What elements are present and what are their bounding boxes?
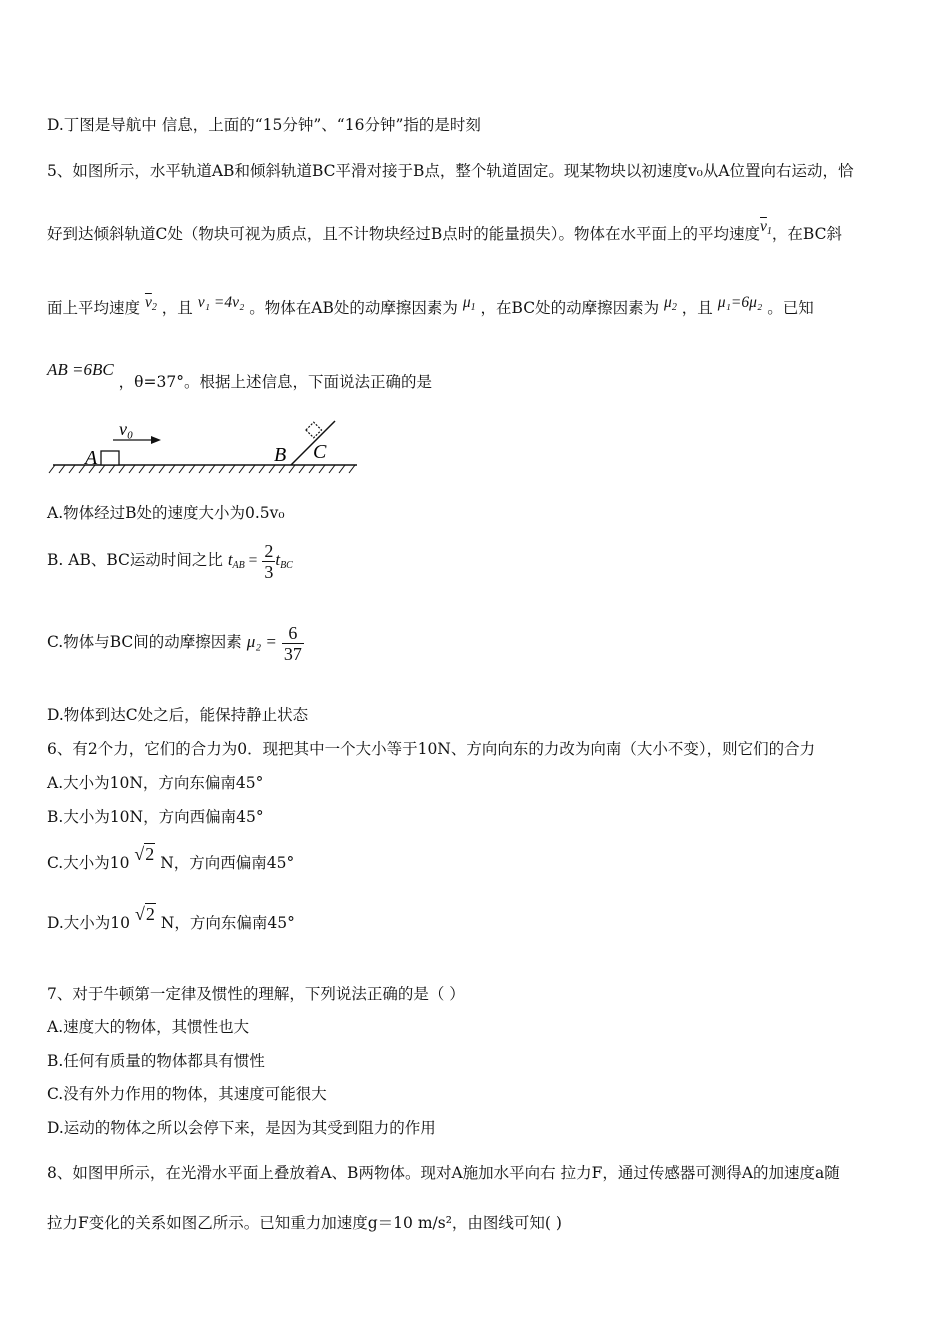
q5-option-a: A.物体经过B处的速度大小为0.5v₀ [47, 504, 285, 522]
q6-option-b: B.大小为10N，方向西偏南45° [47, 808, 264, 826]
q6-option-c: C.大小为10 √2 N，方向西偏南45° [47, 844, 295, 872]
sqrt-2: √2 [134, 844, 155, 864]
fraction-2-3: $\frac{2}{3}$ [264, 540, 274, 582]
label-v0: v₀ [119, 419, 134, 439]
q6-stem: 6、有2个力，它们的合力为0．现把其中一个大小等于10N、方向向东的力改为向南（大小不变），则它们的合力 [47, 740, 816, 758]
block-a [101, 451, 119, 465]
fraction-6-37: $\frac{6}{37}$ [283, 622, 302, 664]
q5-line-2: 好到达倾斜轨道C处（物块可视为质点，且不计物块经过B点时的能量损失）。物体在水平面上的平均速度$\overline{v}_1$，在BC斜 [47, 218, 842, 243]
sqrt-2: √2 [134, 904, 155, 924]
q5-figure [45, 415, 365, 480]
q5-line-1: 5、如图所示，水平轨道AB和倾斜轨道BC平滑对接于B点，整个轨道固定。现某物块以初速度v₀从A位置向右运动，恰 [47, 162, 854, 180]
label-a: A [85, 447, 98, 469]
line-d-option: D.丁图是导航中 信息，上面的“15分钟”、“16分钟”指的是时刻 [47, 116, 481, 134]
q5-option-b: B. AB、BC运动时间之比 $t_{AB}$ = $\frac{2}{3}$ $t_{BC}$ [47, 540, 293, 582]
q5-line-3: 面上平均速度 $\overline{v}_2$ ，且 v₁ =4v₂ 。物体在AB处的动摩擦因素为 $\mu_1$ ，在BC处的动摩擦因素为 $\mu_2$ ，且 μ₁=6μ₂ 。已知 [47, 294, 814, 317]
q5-option-d: D.物体到达C处之后，能保持静止状态 [47, 706, 309, 724]
q7-option-d: D.运动的物体之所以会停下来，是因为其受到阻力的作用 [47, 1119, 436, 1137]
q5-line-4: AB =6BC ，θ=37°。根据上述信息，下面说法正确的是 [47, 360, 432, 391]
q7-option-a: A.速度大的物体，其惯性也大 [47, 1018, 250, 1036]
q6-option-d: D.大小为10 √2 N，方向东偏南45° [47, 904, 295, 932]
q8-line-1: 8、如图甲所示，在光滑水平面上叠放着A、B两物体。现对A施加水平向右 拉力F，通过传感器可测得A的加速度a随 [47, 1164, 840, 1182]
q7-option-c: C.没有外力作用的物体，其速度可能很大 [47, 1085, 327, 1103]
q6-option-a: A.大小为10N，方向东偏南45° [47, 774, 264, 792]
q7-stem: 7、对于牛顿第一定律及惯性的理解，下列说法正确的是（ ） [47, 985, 465, 1003]
label-c: C [313, 441, 327, 463]
q7-option-b: B.任何有质量的物体都具有惯性 [47, 1052, 265, 1070]
q8-line-2: 拉力F变化的关系如图乙所示。已知重力加速度g＝10 m/s²，由图线可知( ) [47, 1214, 562, 1232]
q5-option-c: C.物体与BC间的动摩擦因素 μ₂ = $\frac{6}{37}$ [47, 622, 302, 664]
block-c [306, 422, 322, 438]
label-b: B [274, 444, 287, 466]
